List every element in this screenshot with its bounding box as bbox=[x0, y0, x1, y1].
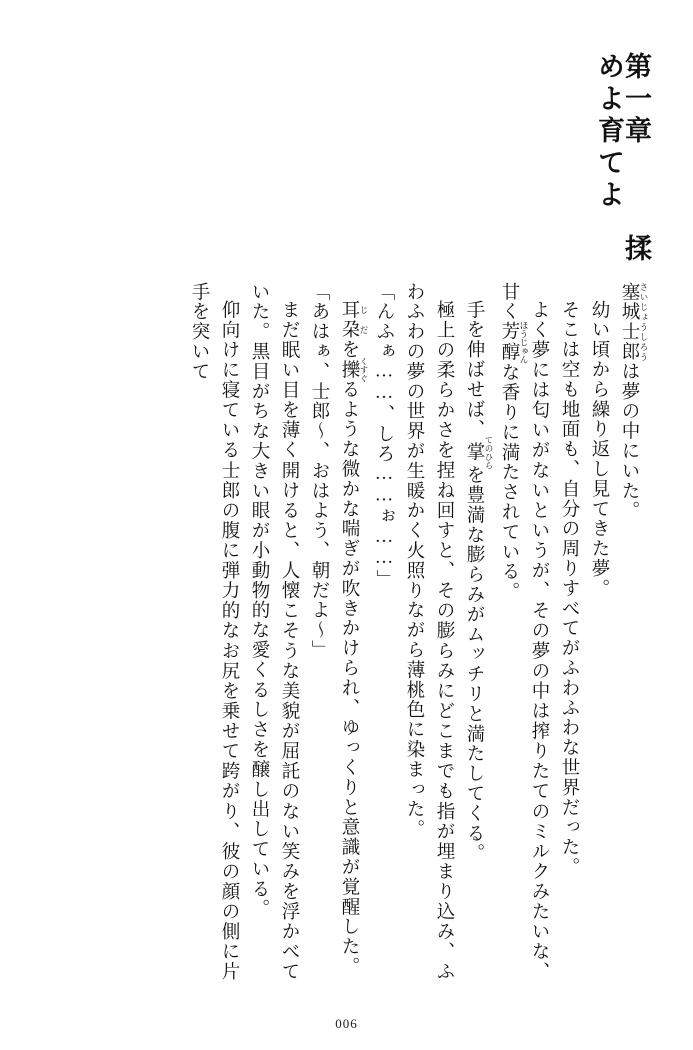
ruby-annotated-word: 耳朶 じだ bbox=[339, 300, 369, 340]
body-text-column bbox=[184, 282, 649, 982]
ruby-reading: じだ bbox=[359, 300, 369, 340]
ruby-reading: ほうじゅん bbox=[519, 320, 529, 364]
paragraph: よく夢には匂いがないというが、その夢の中は搾りたてのミルクみたいな、甘く芳醇 ほうじゅんな香りに満たされている。 bbox=[499, 281, 549, 982]
chapter-number-label: 第一章 bbox=[621, 52, 651, 148]
ruby-annotated-word: 掌 てのひら bbox=[464, 435, 494, 470]
paragraph-dialogue: 「あはぁ、士郎～、おはよう、朝だよ～」 bbox=[309, 281, 329, 660]
paragraph: 手を伸ばせば、掌 てのひらを豊満な膨らみがムッチリと満たしてくる。 bbox=[464, 300, 494, 864]
page-number: 006 bbox=[335, 1016, 358, 1031]
ruby-reading: くすぐ bbox=[359, 357, 369, 383]
paragraph: 塞城士郎 さいじょうしろうは夢の中にいた。 bbox=[619, 281, 649, 521]
paragraph-dialogue: 「んふぁ……、しろ……ぉ……」 bbox=[374, 281, 394, 590]
chapter-heading bbox=[595, 52, 649, 282]
ruby-reading: さいじょうしろう bbox=[639, 281, 649, 362]
ruby-annotated-name: 塞城士郎 さいじょうしろう bbox=[619, 281, 649, 362]
ruby-reading: てのひら bbox=[484, 435, 494, 470]
paragraph: 幼い頃から繰り返し見てきた夢。 bbox=[589, 300, 609, 599]
ruby-annotated-word: 擽 くすぐ bbox=[339, 357, 369, 383]
paragraph: そこは空も地面も、自分の周りすべてがふわふわな世界だった。 bbox=[559, 300, 579, 878]
paragraph: 仰向けに寝ている士郎の腹に弾力的なお尻を乗せて跨がり、彼の顔の側に片手を突いて bbox=[189, 281, 239, 982]
paragraph: まだ眠い目を薄く開けると、人懐こそうな美貌が屈託のない笑みを浮かべていた。黒目がちな大きい眼が小動物的な愛くるしさを醸し出している。 bbox=[249, 281, 299, 982]
chapter-title-label: 揉めよ育てよ bbox=[594, 52, 651, 266]
ruby-annotated-word: 芳醇 ほうじゅん bbox=[499, 320, 529, 364]
page-text-block bbox=[39, 52, 649, 982]
paragraph: 極上の柔らかさを捏ね回すと、その膨らみにどこまでも指が埋まり込み、ふわふわの夢の世界が生暖かく火照りながら薄桃色に染まった。 bbox=[404, 281, 454, 982]
paragraph: 耳朶 じだを擽 くすぐるような微かな喘ぎが吹きかけられ、ゆっくりと意識が覚醒した。 bbox=[339, 300, 369, 977]
